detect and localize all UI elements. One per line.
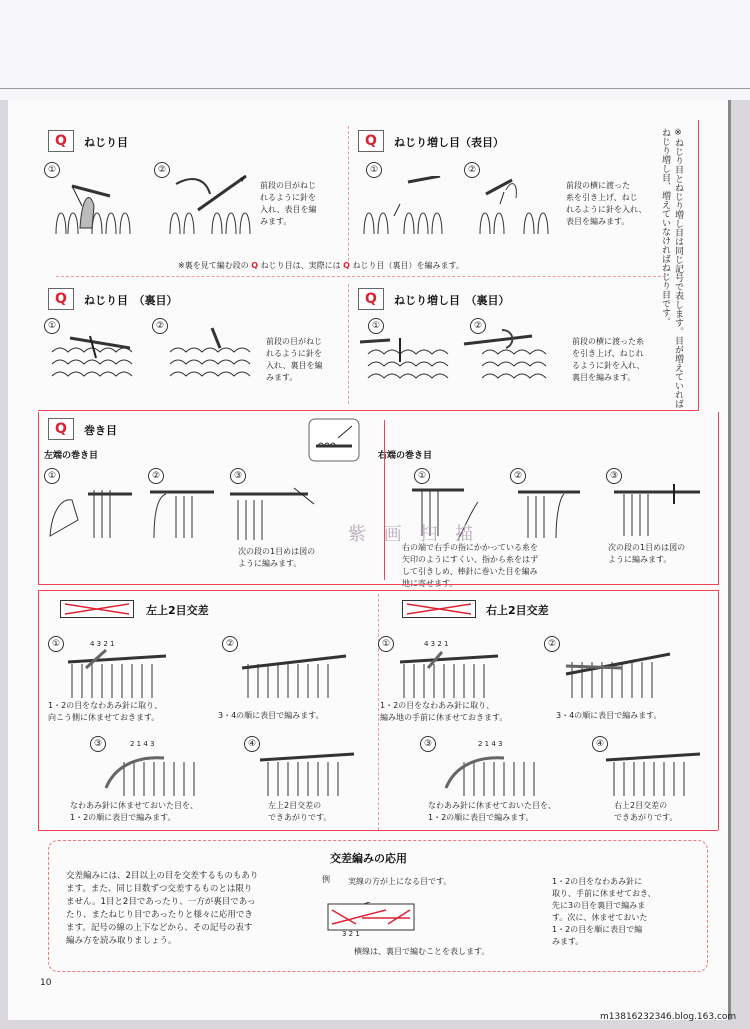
- section-title-left-cross: 左上2目交差: [146, 604, 209, 617]
- solid-line-label: 実線の方が上になる目です。: [348, 877, 452, 886]
- step-description: 前段の横に渡った糸 を引き上げ、ねじれ るように針を入れ、 裏目を編みます。: [572, 337, 645, 382]
- step-description: 右上2目交差の できあがりです。: [614, 801, 678, 822]
- application-description: 交差編みには、2目以上の目を交差するものもあり ます。また、同じ目数ずつ交差するものとは限り ません。1目と2目であったり、一方が裏目であっ たり、またねじり目であったりと様々に応用でき ます。記号の線の上下などから、その記号の表す 編み方を読み取りましょう。: [66, 871, 259, 946]
- credit-url: m13816232346.blog.163.com: [600, 1012, 737, 1022]
- step-number: ④: [592, 736, 608, 752]
- step-number: ①: [368, 318, 384, 334]
- purl-side-note: ※裏を見て編む段の Q ねじり目は、実際には Q ねじり目（裏目）を編みます。: [178, 261, 464, 270]
- step-number: ③: [230, 468, 246, 484]
- left-cross-symbol: [60, 600, 134, 618]
- cable-illustration: [394, 648, 504, 700]
- step-number: ②: [222, 636, 238, 652]
- twist-increase-purl-symbol: Q: [358, 288, 384, 310]
- section-rule: [718, 412, 719, 585]
- right-cross-symbol: [402, 600, 476, 618]
- step-number: ③: [420, 736, 436, 752]
- purl-illustration: [462, 326, 572, 384]
- cable-illustration: [62, 648, 172, 700]
- cast-on-illustration: [508, 486, 584, 542]
- horizontal-line-label: 横線は、裏目で編むことを表します。: [354, 947, 490, 956]
- section-divider: [56, 276, 666, 277]
- stitch-number-labels: 2 1 4 3: [478, 740, 503, 748]
- cast-on-illustration: [230, 486, 322, 542]
- section-rule: [38, 584, 718, 585]
- section-title-wrap-stitch: 巻き目: [84, 424, 117, 437]
- section-title-right-cross: 右上2目交差: [486, 604, 549, 617]
- section-rule: [38, 590, 718, 591]
- wrap-detail-illustration: [308, 418, 360, 462]
- section-title-twisted-stitch: ねじり目: [84, 136, 128, 149]
- step-number: ③: [606, 468, 622, 484]
- twist-stitch-symbol: Q: [48, 130, 74, 152]
- knit-illustration: [476, 170, 564, 236]
- step-number: ①: [44, 318, 60, 334]
- twist-symbol-inline: Q: [343, 261, 350, 270]
- stitch-number-labels: 2 1 4 3: [130, 740, 155, 748]
- step-number: ②: [148, 468, 164, 484]
- step-number: ②: [464, 162, 480, 178]
- cable-illustration: [604, 748, 704, 798]
- twist-symbol-inline: Q: [251, 261, 259, 270]
- cast-on-illustration: [150, 486, 220, 542]
- step-number: ④: [244, 736, 260, 752]
- section-rule: [38, 830, 718, 831]
- step-description: 次の段の1目めは図の ように編みます。: [238, 547, 316, 568]
- section-title-twisted-increase-purl: ねじり増し目 （裏目）: [394, 294, 510, 307]
- cable-illustration: [562, 646, 672, 700]
- twist-increase-symbol: Q: [358, 130, 384, 152]
- step-description: 右の端で右手の指にかかっている糸を 矢印のようにすくい、指から糸をはず して引きしめ、棒針に巻いた目を編み 地に寄せます。: [402, 543, 538, 588]
- knit-illustration: [166, 170, 258, 236]
- stitch-number-labels: 3 2 1: [342, 930, 360, 938]
- section-title-twisted-purl: ねじり目 （裏目）: [84, 294, 178, 307]
- example-cross-symbol: [326, 902, 416, 934]
- stitch-number-labels: 4 3 2 1: [424, 640, 449, 648]
- step-number: ①: [48, 636, 64, 652]
- step-number: ①: [44, 162, 60, 178]
- section-divider: [378, 594, 379, 830]
- step-number: ①: [378, 636, 394, 652]
- step-description: なわあみ針に休ませておいた目を、 1・2の順に表目で編みます。: [70, 801, 198, 822]
- step-description: 次の段の1目めは図の ように編みます。: [608, 543, 686, 564]
- step-description: 3・4の順に表目で編みます。: [556, 711, 662, 720]
- left-wrap-subtitle: 左端の巻き目: [44, 451, 99, 461]
- section-title-cable-application: 交差編みの応用: [330, 852, 407, 865]
- cable-illustration: [104, 748, 214, 798]
- section-rule: [718, 590, 719, 830]
- step-description: なわあみ針に休ませておいた目を、 1・2の順に表目で編みます。: [428, 801, 556, 822]
- top-page-edge: [0, 0, 750, 100]
- knit-illustration: [360, 176, 452, 236]
- section-rule: [698, 120, 699, 411]
- step-description: 前段の横に渡った 糸を引き上げ、ねじ れるように針を入れ、 表目を編みます。: [566, 181, 647, 226]
- step-number: ②: [544, 636, 560, 652]
- section-rule: [38, 412, 39, 584]
- step-description: 3・4の順に表目で編みます。: [218, 711, 324, 720]
- right-wrap-subtitle: 右端の巻き目: [378, 451, 433, 461]
- purl-illustration: [168, 326, 264, 384]
- cable-illustration: [258, 748, 358, 798]
- step-number: ②: [152, 318, 168, 334]
- section-rule: [384, 420, 385, 580]
- example-label: 例: [322, 875, 330, 884]
- cable-illustration: [444, 748, 554, 798]
- step-description: 1・2の目をなわあみ針に取り、 向こう側に休ませておきます。: [48, 701, 163, 722]
- top-divider: [0, 88, 750, 89]
- stitch-number-labels: 4 3 2 1: [90, 640, 115, 648]
- page-number: 10: [40, 978, 52, 988]
- book-page: [8, 100, 731, 1020]
- section-divider: [348, 126, 349, 266]
- step-number: ②: [470, 318, 486, 334]
- purl-illustration: [360, 332, 460, 384]
- cable-illustration: [238, 648, 348, 700]
- section-title-twisted-increase: ねじり増し目（表目）: [394, 136, 504, 149]
- cast-on-illustration: [614, 480, 714, 542]
- knit-illustration: [52, 176, 144, 236]
- wrap-stitch-symbol: Q: [48, 418, 74, 440]
- step-number: ①: [366, 162, 382, 178]
- step-number: ②: [154, 162, 170, 178]
- section-rule: [38, 410, 698, 411]
- step-description: 前段の目がねじ れるように針を 入れ、裏目を編 みます。: [266, 337, 323, 382]
- step-number: ③: [90, 736, 106, 752]
- example-description: 1・2の目をなわあみ針に 取り、手前に休ませておき、 先に3の目を裏目で編みま す。次に、休ませておいた 1・2の目を順に表目で編 みます。: [552, 877, 656, 946]
- step-description: 前段の目がねじ れるように針を 入れ、表目を編 みます。: [260, 181, 317, 226]
- scan-watermark: 紫 画 扫 描: [348, 524, 480, 545]
- section-divider: [348, 284, 349, 404]
- purl-illustration: [50, 332, 146, 384]
- twist-purl-symbol: Q: [48, 288, 74, 310]
- step-number: ①: [44, 468, 60, 484]
- step-description: 左上2目交差の できあがりです。: [268, 801, 332, 822]
- vertical-note: ※ねじり目とねじり増し目は同じ記号で表します。目が増えていればねじり増し目、増えていなければねじり目です。: [660, 128, 683, 408]
- step-description: 1・2の目をなわあみ針に取り、 編み地の手前に休ませておきます。: [380, 701, 508, 722]
- section-rule: [38, 590, 39, 830]
- step-number: ②: [510, 468, 526, 484]
- cast-on-illustration: [44, 480, 134, 542]
- step-number: ①: [414, 468, 430, 484]
